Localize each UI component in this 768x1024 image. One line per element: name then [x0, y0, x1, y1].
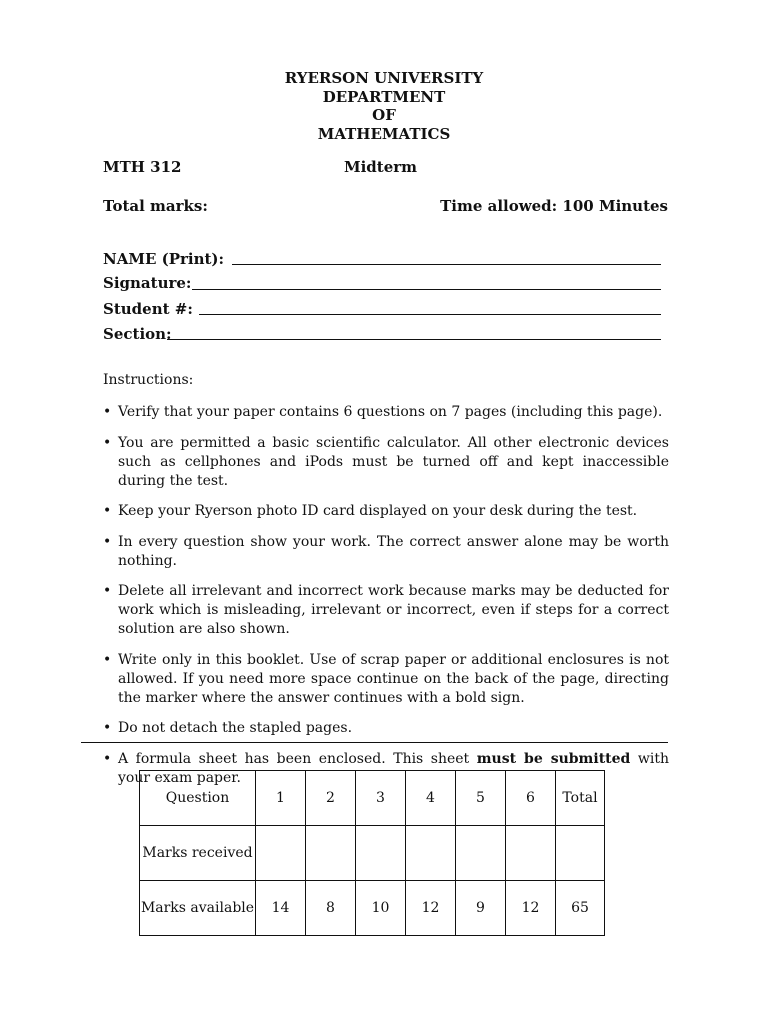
instruction-text-before: A formula sheet has been enclosed. This sheet [118, 750, 477, 767]
table-cell: Marks available [140, 881, 256, 936]
bullet: • [103, 404, 112, 420]
instructions-heading: Instructions: [103, 372, 194, 388]
instruction-item [103, 434, 669, 491]
table-cell: 5 [456, 771, 506, 826]
marks-received-cell[interactable] [306, 826, 356, 881]
instruction-item [103, 403, 669, 422]
instruction-item [103, 502, 669, 521]
table-cell: 3 [356, 771, 406, 826]
instruction-item [103, 651, 669, 708]
marks-received-cell[interactable] [356, 826, 406, 881]
name-field-line[interactable] [232, 264, 661, 265]
table-cell: 9 [456, 881, 506, 936]
marks-received-cell[interactable] [256, 826, 306, 881]
bullet: • [103, 720, 112, 736]
instruction-text-bold: must be submitted [476, 750, 631, 767]
instruction-item [103, 582, 669, 639]
section-field-label: Section: [103, 325, 172, 343]
university-header [0, 69, 768, 143]
instruction-text: Delete all irrelevant and incorrect work because marks may be deducted for work which is misleading, irrelevant or incorrect, even if steps for a correct solution are also shown. [118, 583, 669, 637]
table-cell: 10 [356, 881, 406, 936]
marks-received-cell[interactable] [556, 826, 605, 881]
instruction-text: Do not detach the stapled pages. [118, 720, 353, 736]
table-cell: 12 [406, 881, 456, 936]
signature-field-line[interactable] [192, 289, 661, 290]
header-line: OF [372, 106, 396, 124]
section-divider [81, 742, 668, 743]
table-cell: 12 [506, 881, 556, 936]
table-cell: 6 [506, 771, 556, 826]
instruction-text: Verify that your paper contains 6 questions on 7 pages (including this page). [118, 404, 663, 420]
instruction-text-after: with your exam paper. [118, 750, 669, 786]
instruction-text: In every question show your work. The correct answer alone may be worth nothing. [118, 533, 669, 569]
instruction-item [103, 719, 669, 738]
header-line: DEPARTMENT [322, 87, 446, 106]
total-marks-label: Total marks: [103, 197, 208, 215]
student-number-field-line[interactable] [199, 314, 661, 315]
header-line: MATHEMATICS [317, 124, 451, 143]
header-line: RYERSON UNIVERSITY [284, 69, 484, 87]
exam-type: Midterm [344, 158, 418, 176]
bullet: • [103, 651, 112, 668]
table-cell: 1 [256, 771, 306, 826]
marks-table [139, 770, 605, 936]
course-code: MTH 312 [103, 158, 182, 176]
bullet: • [103, 503, 112, 519]
instruction-item [103, 533, 669, 571]
bullet: • [103, 583, 112, 599]
bullet: • [103, 434, 112, 451]
signature-field-label: Signature: [103, 274, 192, 292]
student-number-field-label: Student #: [103, 300, 193, 318]
table-cell: 8 [306, 881, 356, 936]
table-row-question [140, 771, 605, 826]
table-cell: 14 [256, 881, 306, 936]
table-cell: 65 [556, 881, 605, 936]
name-field-label: NAME (Print): [103, 250, 225, 268]
bullet: • [103, 533, 112, 550]
table-cell: 2 [306, 771, 356, 826]
time-allowed-label: Time allowed: 100 Minutes [440, 197, 668, 215]
table-cell: 4 [406, 771, 456, 826]
table-row-marks-received [140, 826, 605, 881]
marks-received-cell[interactable] [506, 826, 556, 881]
instruction-text: You are permitted a basic scientific calculator. All other electronic devices such as cellphones and iPods must be turned off and kept inaccessible during the test. [118, 434, 669, 489]
marks-received-cell[interactable] [406, 826, 456, 881]
instruction-text: Write only in this booklet. Use of scrap paper or additional enclosures is not allowed. If you need more space continue on the back of the page, directing the marker where the answer continues with a bold sign. [118, 651, 669, 706]
table-row-marks-available [140, 881, 605, 936]
table-cell: Total [556, 771, 605, 826]
table-cell: Marks received [140, 826, 256, 881]
bullet: • [103, 750, 112, 767]
marks-received-cell[interactable] [456, 826, 506, 881]
section-field-line[interactable] [167, 339, 661, 340]
table-cell: Question [140, 771, 256, 826]
instructions-list [103, 403, 669, 799]
instruction-text: Keep your Ryerson photo ID card displayed on your desk during the test. [118, 503, 638, 519]
